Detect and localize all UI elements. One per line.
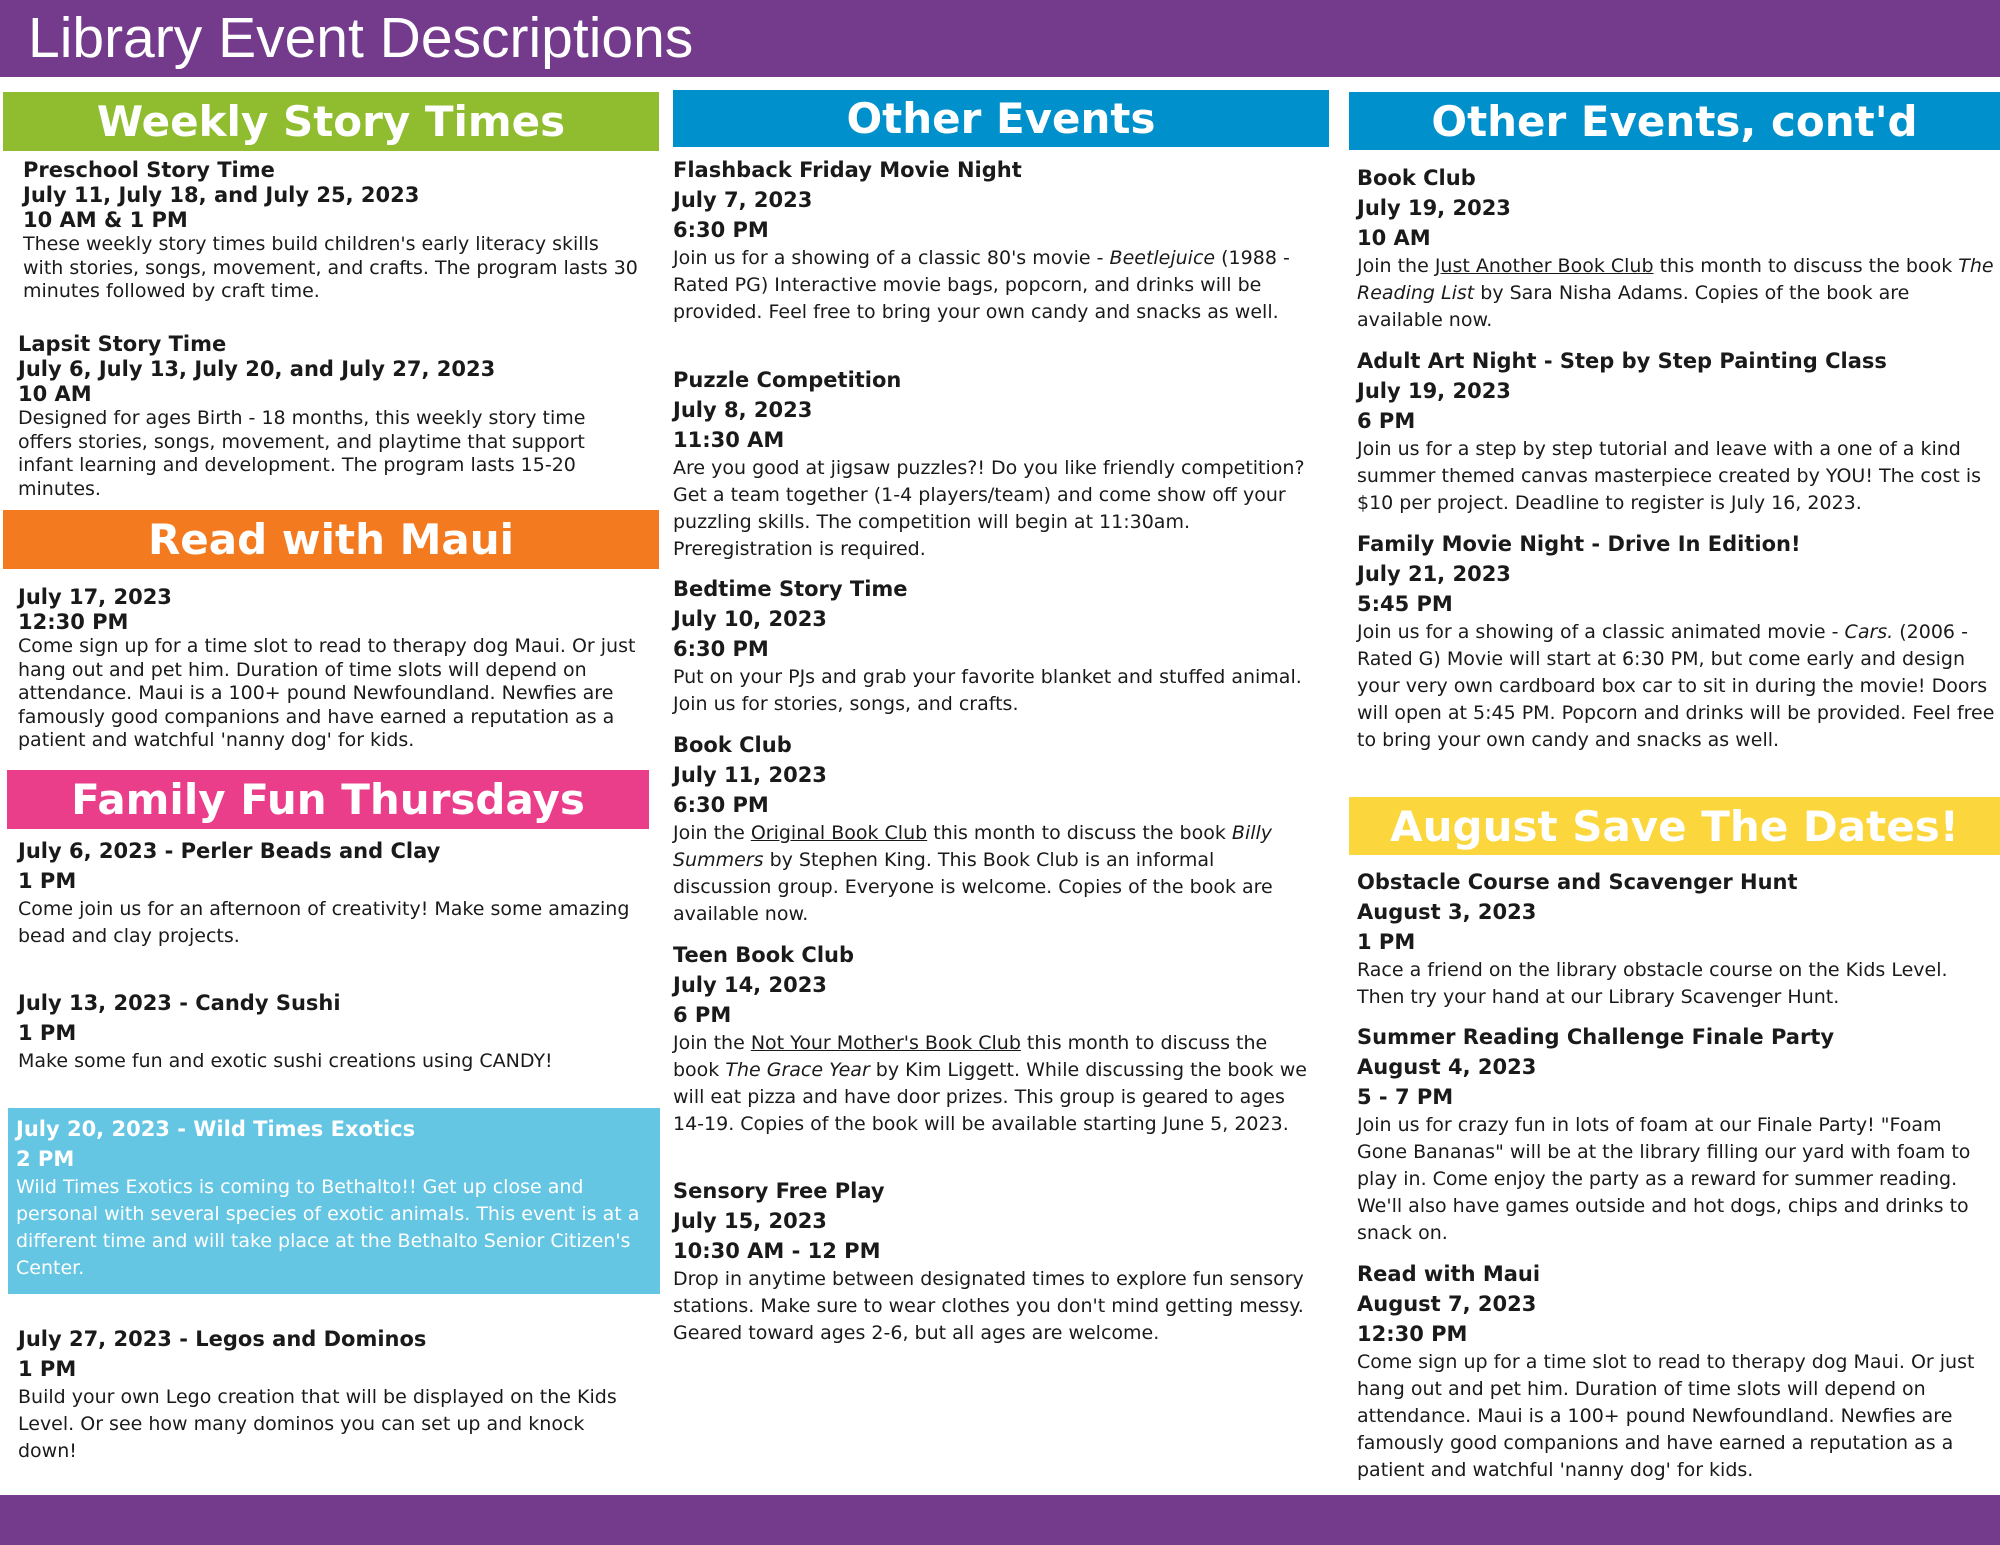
event-description: Are you good at jigsaw puzzles?! Do you like friendly competition? Get a team together (1-4 players/team) and come show off your puzzling skills. The competition will begin at 11:30am. Preregistration is required. — [673, 457, 1305, 560]
event-date: July 19, 2023 — [1357, 379, 1511, 403]
event-time: 12:30 PM — [18, 610, 129, 634]
description-text: this month to discuss the book — [1653, 255, 1959, 277]
event-date: July 7, 2023 — [673, 188, 813, 212]
event-time: 6 PM — [1357, 409, 1416, 433]
wild-times-highlight-box — [8, 1108, 660, 1294]
book-title: The Reading List — [1357, 255, 1994, 304]
movie-title: Beetlejuice — [1109, 247, 1216, 269]
event-date: August 3, 2023 — [1357, 900, 1537, 924]
event-time: 6:30 PM — [673, 218, 769, 242]
event-time: 1 PM — [18, 1021, 77, 1045]
event-date: July 11, 2023 — [673, 763, 827, 787]
description-text: (1988 - Rated PG) Interactive movie bags, popcorn, and drinks will be provided. Feel free to bring your own candy and snacks as well. — [673, 247, 1290, 323]
event-date: July 21, 2023 — [1357, 562, 1511, 586]
book-title: Billy Summers — [673, 822, 1273, 871]
description-text: Wild Times Exotics is coming to Bethalto!! Get up close and personal with several species of exotic animals. — [16, 1176, 584, 1225]
event-description — [673, 820, 1313, 928]
description-emphasis: This event is at a different time and will take place at the Bethalto Senior Citizen's Center. — [16, 1203, 640, 1279]
event-candy-sushi — [18, 988, 648, 1075]
event-title: Flashback Friday Movie Night — [673, 158, 1022, 182]
event-time: 10 AM & 1 PM — [23, 208, 188, 232]
event-description: Come sign up for a time slot to read to therapy dog Maui. Or just hang out and pet him. Duration of time slots will depend on attendance. Maui is a 100+ pound Newfoundland. Newfies are famously good companions and have earned a reputation as a patient and watchful 'nanny dog' for kids. — [1357, 1351, 1975, 1481]
event-time: 12:30 PM — [1357, 1322, 1468, 1346]
event-time: 11:30 AM — [673, 428, 785, 452]
event-description — [673, 245, 1313, 326]
event-title: Read with Maui — [1357, 1262, 1541, 1286]
event-title: Bedtime Story Time — [673, 577, 908, 601]
event-title: July 6, 2023 - Perler Beads and Clay — [18, 839, 441, 863]
event-time: 6 PM — [673, 1003, 732, 1027]
event-date: July 15, 2023 — [673, 1209, 827, 1233]
event-date: July 17, 2023 — [18, 585, 172, 609]
description-text: Join the — [1357, 255, 1435, 277]
event-title: Book Club — [673, 733, 792, 757]
event-book-club-original — [673, 730, 1313, 928]
event-description: Put on your PJs and grab your favorite blanket and stuffed animal. Join us for stories, songs, and crafts. — [673, 666, 1302, 715]
event-date: July 10, 2023 — [673, 607, 827, 631]
august-save-the-dates-heading: August Save The Dates! — [1390, 801, 1959, 851]
event-finale-party — [1357, 1022, 1997, 1247]
event-title: Preschool Story Time — [23, 158, 275, 182]
event-time: 10 AM — [18, 382, 92, 406]
event-date: August 7, 2023 — [1357, 1292, 1537, 1316]
event-preschool-story-time — [23, 158, 643, 304]
event-wild-times-exotics — [16, 1114, 652, 1282]
event-description: Drop in anytime between designated times to explore fun sensory stations. Make sure to wear clothes you don't mind getting messy. Geared toward ages 2-6, but all ages are welcome. — [673, 1268, 1304, 1344]
event-description: Make some fun and exotic sushi creations using CANDY! — [18, 1050, 553, 1072]
event-perler-beads — [18, 836, 648, 950]
event-date: July 8, 2023 — [673, 398, 813, 422]
book-title: The Grace Year — [725, 1059, 870, 1081]
description-text: this month to discuss the book — [927, 822, 1232, 844]
read-with-maui-banner — [3, 510, 659, 569]
event-flashback-movie-night — [673, 155, 1313, 326]
just-another-book-club-link[interactable]: Just Another Book Club — [1434, 255, 1654, 277]
family-fun-thursdays-banner — [7, 770, 649, 829]
event-sensory-free-play — [673, 1176, 1313, 1347]
event-puzzle-competition — [673, 365, 1313, 563]
event-description: Come join us for an afternoon of creativity! Make some amazing bead and clay projects. — [18, 898, 630, 947]
event-title: July 20, 2023 - Wild Times Exotics — [16, 1117, 416, 1141]
description-text: by Kim Liggett. While discussing the book we will eat pizza and have door prizes. This group is geared to ages 14-19. Copies of the book will be available starting June 5, 2023. — [673, 1059, 1307, 1135]
event-date: August 4, 2023 — [1357, 1055, 1537, 1079]
not-your-mothers-book-club-link[interactable]: Not Your Mother's Book Club — [750, 1032, 1021, 1054]
description-text: Join the — [673, 822, 751, 844]
event-august-read-with-maui — [1357, 1259, 1997, 1484]
event-description: Build your own Lego creation that will be displayed on the Kids Level. Or see how many dominos you can set up and knock down! — [18, 1386, 617, 1462]
event-description: Join us for crazy fun in lots of foam at our Finale Party! "Foam Gone Bananas" will be at the library filling our yard with foam to play in. Come enjoy the party as a reward for summer reading. We'll also have games outside and hot dogs, chips and drinks to snack on. — [1357, 1114, 1971, 1244]
event-title: July 27, 2023 - Legos and Dominos — [18, 1327, 427, 1351]
august-save-the-dates-banner — [1349, 797, 2000, 855]
event-book-club-just-another — [1357, 163, 1997, 334]
description-text: this month to discuss the book — [673, 1032, 1268, 1081]
event-title: Sensory Free Play — [673, 1179, 885, 1203]
other-events-contd-heading: Other Events, cont'd — [1431, 96, 1918, 146]
event-adult-art-night — [1357, 346, 1997, 517]
event-title: July 13, 2023 - Candy Sushi — [18, 991, 341, 1015]
event-title: Obstacle Course and Scavenger Hunt — [1357, 870, 1798, 894]
event-title: Family Movie Night - Drive In Edition! — [1357, 532, 1801, 556]
event-description — [1357, 619, 1997, 754]
event-bedtime-story-time — [673, 574, 1313, 718]
event-description: Join us for a step by step tutorial and leave with a one of a kind summer themed canvas masterpiece created by YOU! The cost is $10 per project. Deadline to register is July 16, 2023. — [1357, 438, 1981, 514]
event-date: July 11, July 18, and July 25, 2023 — [23, 183, 420, 207]
event-drive-in-movie-night — [1357, 529, 1997, 754]
event-lapsit-story-time — [18, 332, 638, 501]
event-description: Designed for ages Birth - 18 months, this weekly story time offers stories, songs, movement, and playtime that support infant learning and development. The program lasts 15-20 minutes. — [18, 407, 586, 500]
original-book-club-link[interactable]: Original Book Club — [750, 822, 928, 844]
movie-title: Cars. — [1844, 621, 1894, 643]
event-date: July 14, 2023 — [673, 973, 827, 997]
event-description: Come sign up for a time slot to read to therapy dog Maui. Or just hang out and pet him. Duration of time slots will depend on attendance. Maui is a 100+ pound Newfoundland. Newfies are famously good companions and have earned a reputation as a patient and watchful 'nanny dog' for kids. — [18, 635, 636, 751]
description-text: Join us for a showing of a classic animated movie - — [1357, 621, 1845, 643]
other-events-banner — [673, 90, 1329, 147]
event-time: 6:30 PM — [673, 793, 769, 817]
event-description: These weekly story times build children's early literacy skills with stories, songs, movement, and crafts. The program lasts 30 minutes followed by craft time. — [23, 233, 638, 302]
event-title: Book Club — [1357, 166, 1476, 190]
event-time: 5 - 7 PM — [1357, 1085, 1454, 1109]
event-teen-book-club — [673, 940, 1313, 1138]
event-read-with-maui — [18, 585, 648, 753]
event-date: July 19, 2023 — [1357, 196, 1511, 220]
event-time: 10:30 AM - 12 PM — [673, 1239, 881, 1263]
description-text: by Sara Nisha Adams. Copies of the book are available now. — [1357, 282, 1910, 331]
page-title: Library Event Descriptions — [28, 6, 694, 70]
other-events-contd-banner — [1349, 92, 2000, 150]
event-time: 5:45 PM — [1357, 592, 1453, 616]
event-time: 1 PM — [1357, 930, 1416, 954]
footer-bar — [0, 1495, 2000, 1545]
event-description — [16, 1174, 652, 1282]
event-time: 1 PM — [18, 869, 77, 893]
description-text: Join us for a showing of a classic 80's movie - — [673, 247, 1110, 269]
event-title: Lapsit Story Time — [18, 332, 227, 356]
event-time: 10 AM — [1357, 226, 1431, 250]
event-description — [673, 1030, 1313, 1138]
event-obstacle-course — [1357, 867, 1997, 1011]
event-date: July 6, July 13, July 20, and July 27, 2023 — [18, 357, 496, 381]
family-fun-thursdays-heading: Family Fun Thursdays — [71, 775, 585, 824]
other-events-heading: Other Events — [846, 94, 1156, 143]
event-title: Adult Art Night - Step by Step Painting Class — [1357, 349, 1887, 373]
event-description: Race a friend on the library obstacle course on the Kids Level. Then try your hand at our Library Scavenger Hunt. — [1357, 959, 1948, 1008]
weekly-story-times-banner — [3, 92, 659, 151]
event-time: 6:30 PM — [673, 637, 769, 661]
description-text: Join the — [673, 1032, 751, 1054]
read-with-maui-heading: Read with Maui — [147, 515, 515, 564]
event-time: 2 PM — [16, 1147, 75, 1171]
event-title: Summer Reading Challenge Finale Party — [1357, 1025, 1835, 1049]
event-description — [1357, 253, 1997, 334]
title-bar — [0, 0, 2000, 77]
weekly-story-times-heading: Weekly Story Times — [96, 97, 566, 146]
event-title: Teen Book Club — [673, 943, 855, 967]
event-title: Puzzle Competition — [673, 368, 902, 392]
description-text: (2006 - Rated G) Movie will start at 6:30 PM, but come early and design your very own cardboard box car to sit in during the movie! Doors will open at 5:45 PM. Popcorn and drinks will be provided. Feel free to bring your own candy and snacks as well. — [1357, 621, 1995, 751]
event-legos-dominos — [18, 1324, 648, 1465]
event-time: 1 PM — [18, 1357, 77, 1381]
description-text: by Stephen King. This Book Club is an informal discussion group. Everyone is welcome. Copies of the book are available now. — [673, 849, 1273, 925]
